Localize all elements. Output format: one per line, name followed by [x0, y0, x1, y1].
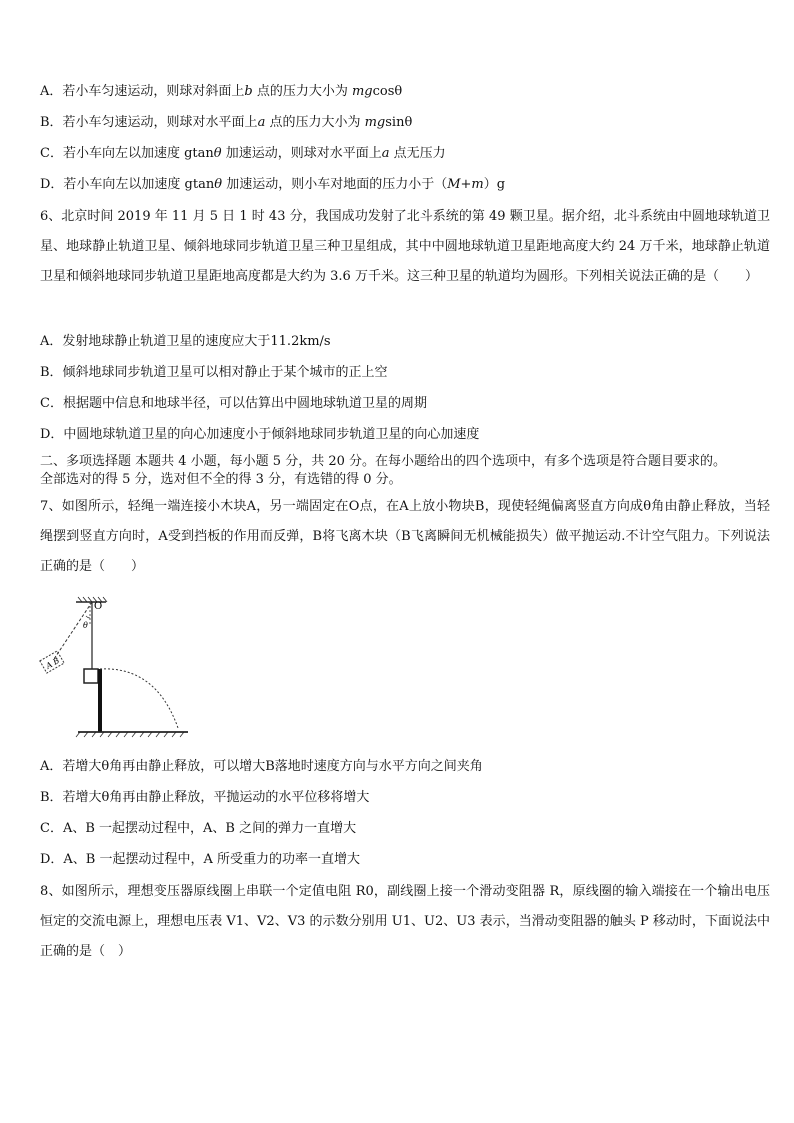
q5-a-var: b [244, 84, 253, 99]
q5-a-expr: mg [351, 84, 373, 99]
block-a [84, 669, 98, 683]
q5-a-tail: cosθ [372, 84, 403, 99]
q5-c-var: a [381, 146, 390, 161]
q5-c-tail: 点无压力 [389, 146, 446, 161]
q6-option-c: C．根据题中信息和地球半径，可以估算出中圆地球轨道卫星的周期 [40, 396, 427, 411]
q5-b-expr: mg [364, 115, 386, 130]
q5-b-text: B．若小车匀速运动，则球对水平面上 [40, 115, 258, 130]
pendulum-figure [36, 596, 200, 742]
q5-c-theta: θ [213, 146, 222, 161]
trajectory-path [100, 669, 178, 728]
q5-d-theta: θ [214, 177, 223, 192]
q5-d-text: D．若小车向左以加速度 gtan [40, 177, 215, 192]
block-deflected [40, 651, 64, 673]
q5-option-d [40, 177, 770, 193]
q5-d-expr: M+m [447, 177, 484, 192]
rope-deflected [54, 602, 92, 659]
label-o: O [94, 601, 103, 612]
q5-a-mid: 点的压力大小为 [252, 84, 352, 99]
label-a: A [44, 660, 54, 671]
q5-d-tail: ）g [483, 177, 506, 192]
q5-c-mid: 加速运动，则球对水平面上 [221, 146, 382, 161]
q7-option-d: D．A、B 一起摆动过程中，A 所受重力的功率一直增大 [40, 852, 361, 867]
q6-option-d: D．中圆地球轨道卫星的向心加速度小于倾斜地球同步轨道卫星的向心加速度 [40, 427, 480, 442]
q5-b-tail: sinθ [385, 115, 413, 130]
q5-b-mid: 点的压力大小为 [265, 115, 365, 130]
q5-d-mid: 加速运动，则小车对地面的压力小于（ [222, 177, 448, 192]
q7-option-a: A．若增大θ角再由静止释放，可以增大B落地时速度方向与水平方向之间夹角 [40, 759, 483, 774]
q5-option-a [40, 84, 770, 100]
theta-arc [86, 616, 90, 618]
section2-line1: 二、多项选择题 本题共 4 小题，每小题 5 分，共 20 分。在每小题给出的四个选项中，有多个选项是符合题目要求的。 [40, 454, 727, 469]
q5-a-text: A．若小车匀速运动，则球对斜面上 [40, 84, 245, 99]
q8-stem: 8、如图所示，理想变压器原线圈上串联一个定值电阻 R0，副线圈上接一个滑动变阻器 R，原线圈的输入端接在一个输出电压恒定的交流电源上，理想电压表 V1、V2、V3 的示数分别用 U1、U2、U3 表示，当滑动变阻器的触头 P 移动时，下面说法中正确的是（ ） [40, 884, 770, 959]
q5-option-c [40, 146, 770, 162]
q7-option-c: C．A、B 一起摆动过程中，A、B 之间的弹力一直增大 [40, 821, 357, 836]
q5-b-var: a [257, 115, 266, 130]
section2-line2: 全部选对的得 5 分，选对但不全的得 3 分，有选错的得 0 分。 [40, 472, 402, 487]
label-theta: θ [83, 621, 88, 630]
q7-option-b: B．若增大θ角再由静止释放，平抛运动的水平位移将增大 [40, 790, 370, 805]
q5-option-b [40, 115, 770, 131]
q6-option-a: A．发射地球静止轨道卫星的速度应大于11.2km/s [40, 334, 331, 349]
q7-stem: 7、如图所示，轻绳一端连接小木块A，另一端固定在O点，在A上放小物块B，现使轻绳偏离竖直方向成θ角由静止释放，当轻绳摆到竖直方向时，A受到挡板的作用而反弹，B将飞离木块（B飞离瞬间无机械能损失）做平抛运动.不计空气阻力。下列说法正确的是（ ） [40, 499, 770, 574]
q6-stem: 6、北京时间 2019 年 11 月 5 日 1 时 43 分，我国成功发射了北斗系统的第 49 颗卫星。据介绍，北斗系统由中圆地球轨道卫星、地球静止轨道卫星、倾斜地球同步轨道卫星三种卫星组成，其中中圆地球轨道卫星距地高度大约 24 万千米，地球静止轨道卫星和倾斜地球同步轨道卫星距地高度都是大约为 3.6 万千米。这三种卫星的轨道均为圆形。下列相关说法正确的是（ ） [40, 209, 770, 284]
barrier-post [98, 669, 102, 732]
q5-c-text: C．若小车向左以加速度 gtan [40, 146, 214, 161]
q6-option-b: B．倾斜地球同步轨道卫星可以相对静止于某个城市的正上空 [40, 365, 388, 380]
label-b: B [51, 655, 61, 667]
